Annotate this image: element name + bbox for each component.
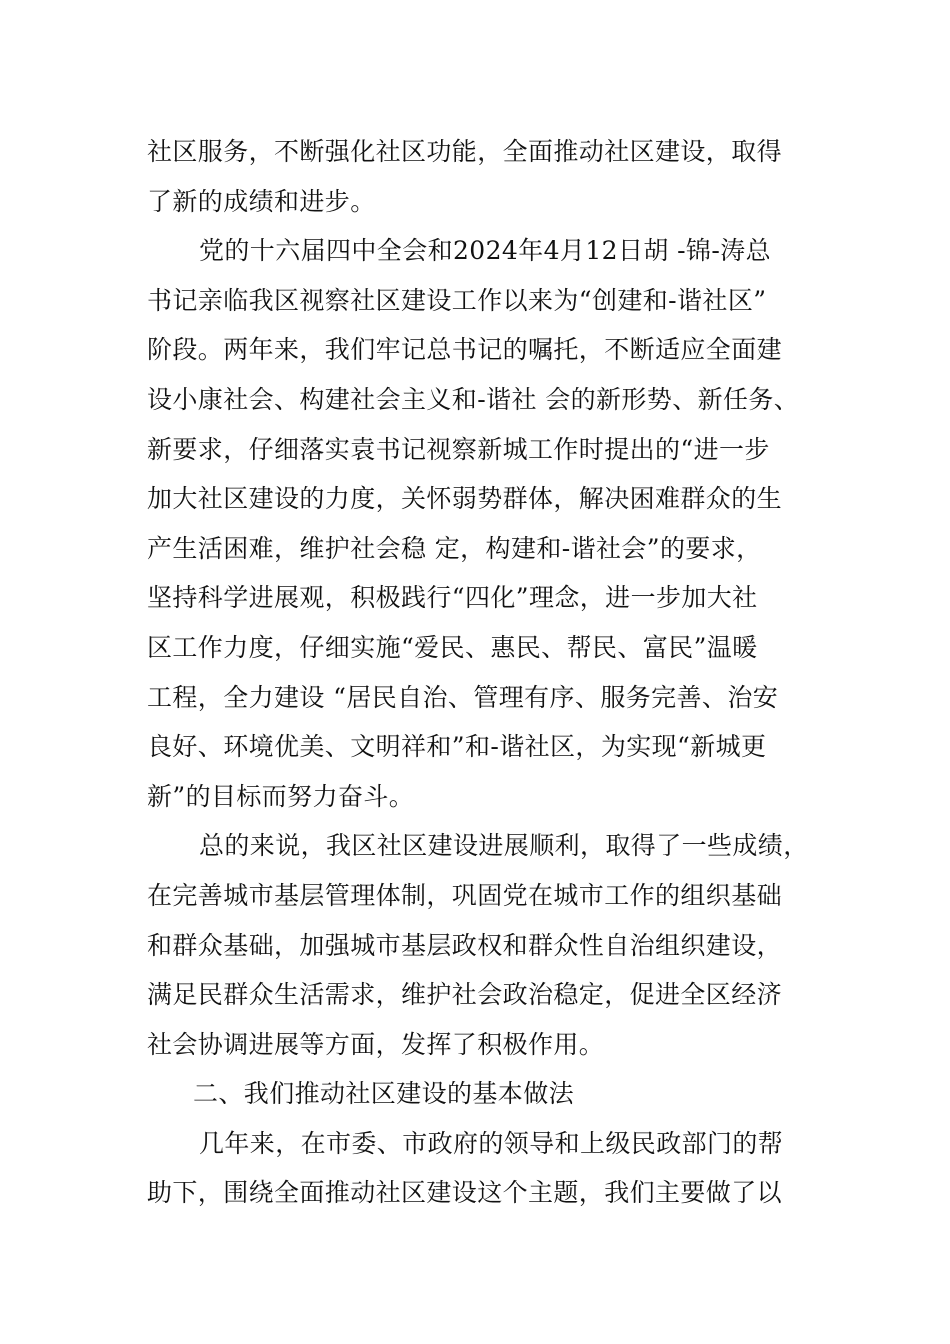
text-line: 新要求，仔细落实袁书记视察新城工作时提出的“进一步 [147,434,770,464]
text-line: 满足民群众生活需求，维护社会政治稳定，促进全区经济 [147,980,783,1010]
text-line: 总的来说，我区社区建设进展顺利，取得了一些成绩， [199,831,809,861]
body-text [147,127,807,1218]
text-line: 设小康社会、构建社会主义和-谐社 会的新形势、新任务、 [147,384,800,414]
section-heading: 二、我们推动社区建设的基本做法 [193,1079,575,1109]
text-line: 党的十六届四中全会和2024年4月12日胡 -锦-涛总 [199,236,771,266]
text-line: 产生活困难，维护社会稳 定，构建和-谐社会”的要求， [147,533,762,563]
text-line: 新”的目标而努力奋斗。 [147,781,415,811]
text-line: 在完善城市基层管理体制，巩固党在城市工作的组织基础 [147,880,783,910]
text-line: 和群众基础，加强城市基层政权和群众性自治组织建设， [147,930,783,960]
text-line: 工程，全力建设 “居民自治、管理有序、服务完善、治安 [147,682,779,712]
text-line: 阶段。两年来，我们牢记总书记的嘱托，不断适应全面建 [147,335,783,365]
text-line: 良好、环境优美、文明祥和”和-谐社区，为实现“新城更 [147,732,767,762]
text-line: 社会协调进展等方面，发挥了积极作用。 [147,1029,605,1059]
text-line: 社区服务，不断强化社区功能，全面推动社区建设，取得 [147,137,783,166]
text-line: 书记亲临我区视察社区建设工作以来为“创建和-谐社区” [147,285,767,315]
text-line: 坚持科学进展观，积极践行“四化”理念，进一步加大社 [147,583,758,613]
text-line: 几年来，在市委、市政府的领导和上级民政部门的帮 [199,1128,784,1158]
text-line: 了新的成绩和进步。 [147,186,376,216]
text-line: 助下，围绕全面推动社区建设这个主题，我们主要做了以 [147,1178,783,1208]
text-line: 加大社区建设的力度，关怀弱势群体，解决困难群众的生 [147,484,783,514]
text-line: 区工作力度，仔细实施“爱民、惠民、帮民、富民”温暖 [147,632,758,662]
